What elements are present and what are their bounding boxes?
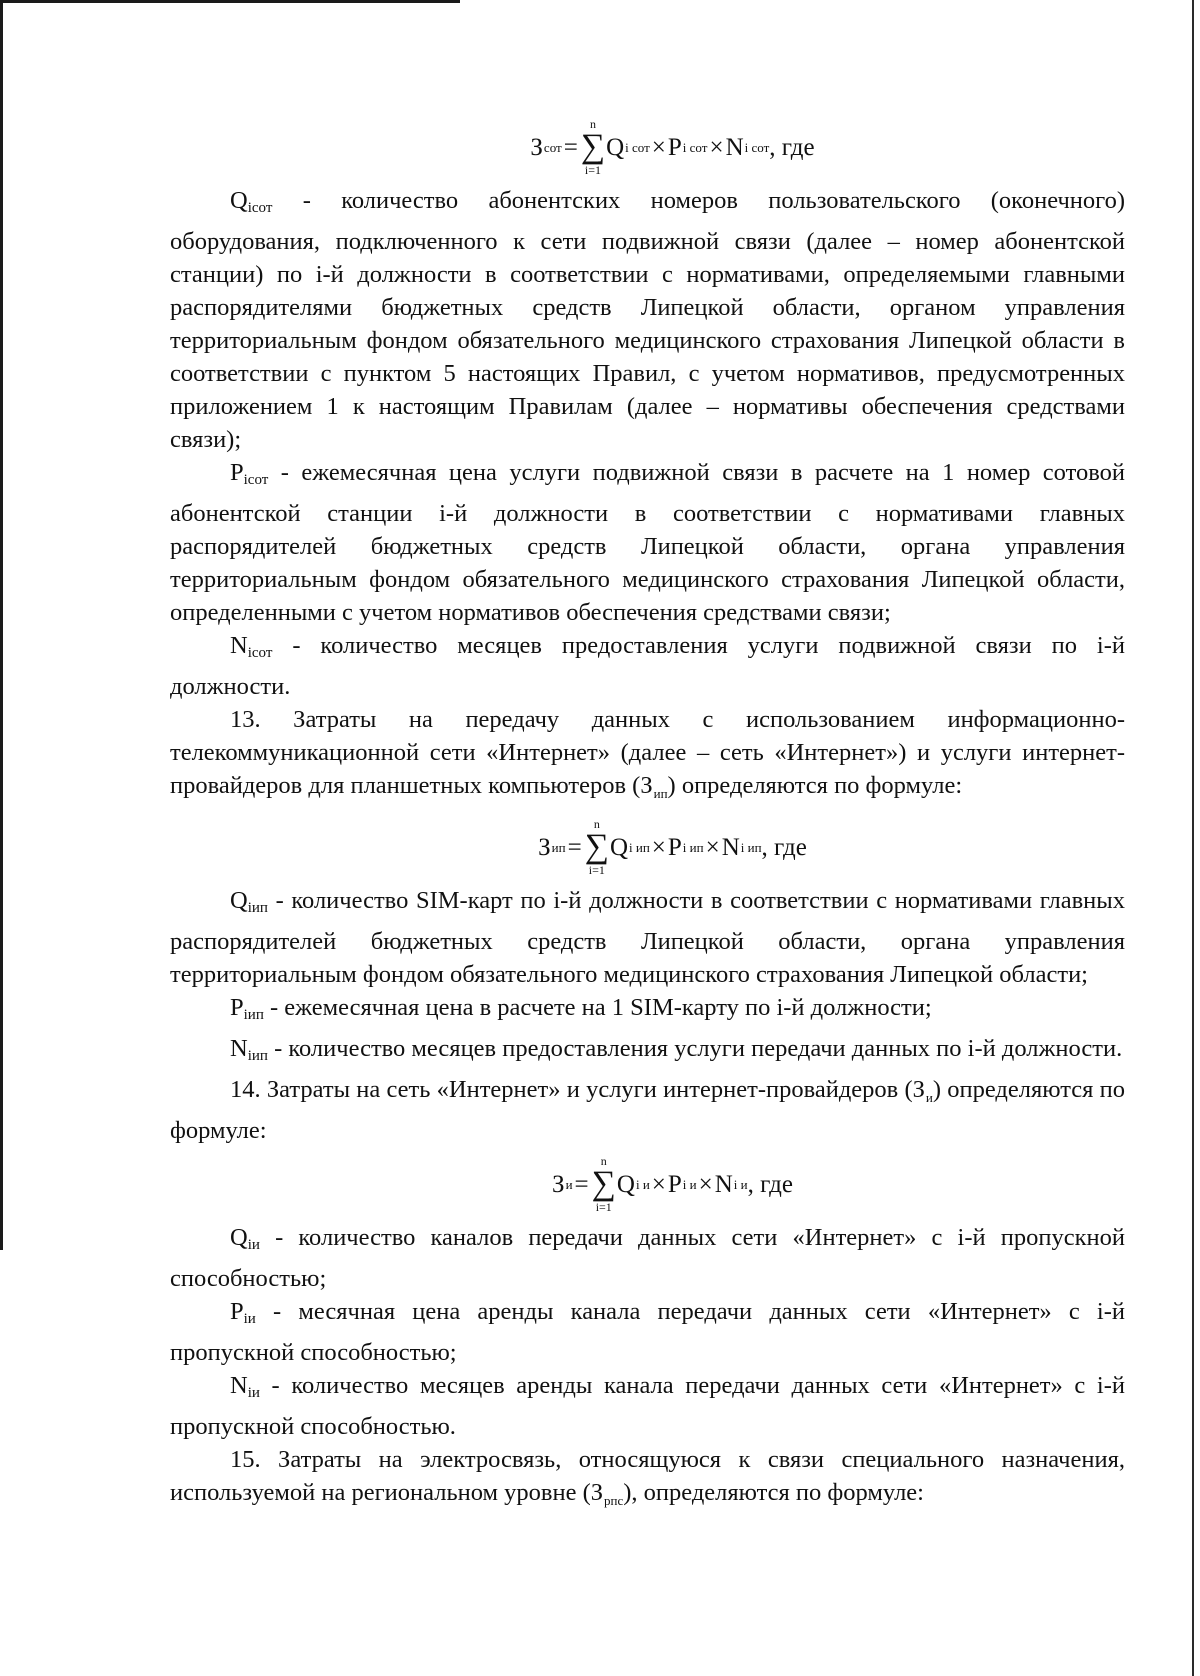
sum-lower-limit: i=1 xyxy=(588,863,605,877)
sum-upper-limit: n xyxy=(600,1154,607,1168)
formula-q-sub: i и xyxy=(635,1176,650,1192)
formula-tail: , где xyxy=(761,833,807,861)
paragraph-text: - количество месяцев предоставления услуги передачи данных по i-й должности. xyxy=(267,1035,1123,1062)
paragraph-section-13: 13. Затраты на передачу данных с использованием информационно-телекоммуникационной сети «Интернет» (далее – сеть «Интернет») и услуги интернет-провайдеров для планшетных компьютеров $(З_{ип})$ определяются по формуле: xyxy=(170,706,1125,801)
paragraph-n-channels xyxy=(170,1369,1125,1443)
paragraph-symbol: Piи xyxy=(230,1298,256,1327)
sum-lower-limit: i=1 xyxy=(595,1200,612,1214)
paragraph-symbol: Qiи xyxy=(230,1224,260,1253)
sigma-icon: ∑ xyxy=(591,1165,616,1202)
formula-p: P xyxy=(667,833,682,861)
formula-q: Q xyxy=(616,1170,635,1198)
formula-n-sub: i и xyxy=(733,1176,748,1192)
formula-lhs-sub: ип xyxy=(551,839,566,855)
times-sign: × xyxy=(651,833,666,861)
sigma-icon: ∑ xyxy=(580,128,606,165)
paragraph-text: - количество SIM-карт по i-й должности в соответствии с нормативами главных распорядителей бюджетных средств Липецкой области, органа управления территориальным фондом обязательного медицинского страхования Липецкой области; xyxy=(170,887,1125,988)
document-body xyxy=(170,110,1125,1517)
paragraph-text: - количество месяцев предоставления услуги подвижной связи по i-й должности. xyxy=(170,632,1125,700)
paragraph-text: - количество каналов передачи данных сети «Интернет» с i-й пропускной способностью; xyxy=(170,1224,1125,1292)
formula-p: P xyxy=(667,1170,682,1198)
times-sign: × xyxy=(705,833,720,861)
paragraph-symbol: Niсот xyxy=(230,632,273,661)
formula-internet xyxy=(220,1153,1125,1215)
sum-symbol xyxy=(592,1154,616,1214)
formula-lhs: З xyxy=(538,833,551,861)
paragraph-symbol: Niип xyxy=(230,1035,268,1064)
paragraph-text: - ежемесячная цена услуги подвижной связи в расчете на 1 номер сотовой абонентской станции i-й должности в соответствии с нормативами главных распорядителей бюджетных средств Липецкой области, органа управления территориальным фондом обязательного медицинского страхования Липецкой области, определенными с учетом нормативов обеспечения средствами связи; xyxy=(170,459,1125,626)
sum-lower-limit: i=1 xyxy=(584,163,601,177)
formula-tail: , где xyxy=(769,133,815,161)
formula-lhs-sub: сот xyxy=(543,139,562,155)
paragraph-q-sim xyxy=(170,884,1125,991)
formula-tail: , где xyxy=(747,1170,793,1198)
formula-n: N xyxy=(714,1170,733,1198)
scan-edge-right xyxy=(1192,0,1194,1676)
paragraph-n-cellular xyxy=(170,629,1125,703)
paragraph-symbol: Niи xyxy=(230,1372,260,1401)
paragraph-symbol: Qiип xyxy=(230,887,268,916)
paragraph-text: - количество абонентских номеров пользовательского (оконечного) оборудования, подключенного к сети подвижной связи (далее – номер абонентской станции) по i-й должности в соответствии с нормативами, определяемыми главными распорядителями бюджетных средств Липецкой области, органом управления территориальным фондом обязательного медицинского страхования Липецкой области в соответствии с пунктом 5 настоящих Правил, с учетом нормативов, предусмотренных приложением 1 к настоящим Правилам (далее – нормативы обеспечения средствами связи); xyxy=(170,187,1125,453)
formula-q-sub: i ип xyxy=(629,839,650,855)
paragraph-section-15: 15. Затраты на электросвязь, относящуюся к связи специального назначения, используемой на региональном уровне $(З_{рпс})$, определяются по формуле: xyxy=(170,1446,1125,1508)
formula-q-sub: i сот xyxy=(625,139,650,155)
times-sign: × xyxy=(709,133,724,161)
paragraph-symbol: Qiсот xyxy=(230,187,273,216)
paragraph-p-sim xyxy=(170,991,1125,1032)
formula-n-sub: i сот xyxy=(744,139,770,155)
equals-sign: = xyxy=(567,833,582,861)
paragraph-p-cellular xyxy=(170,456,1125,629)
sigma-icon: ∑ xyxy=(584,828,609,865)
paragraph-text: - количество месяцев аренды канала передачи данных сети «Интернет» с i-й пропускной способностью. xyxy=(170,1372,1125,1440)
paragraph-q-cellular xyxy=(170,184,1125,456)
paragraph-symbol: Piсот xyxy=(230,459,269,488)
formula-q: Q xyxy=(609,833,628,861)
scan-edge-top xyxy=(0,0,460,3)
formula-p-sub: i ип xyxy=(682,839,704,855)
formula-cellular xyxy=(220,116,1125,178)
formula-q: Q xyxy=(606,133,625,161)
sum-symbol xyxy=(581,117,605,177)
sum-symbol xyxy=(585,817,609,877)
formula-tablet-internet xyxy=(220,816,1125,878)
formula-p-sub: i и xyxy=(682,1176,697,1192)
sum-upper-limit: n xyxy=(589,117,596,131)
formula-n: N xyxy=(721,833,740,861)
equals-sign: = xyxy=(574,1170,589,1198)
formula-lhs: З xyxy=(530,133,543,161)
times-sign: × xyxy=(698,1170,713,1198)
paragraph-section-14: 14. Затраты на сеть «Интернет» и услуги интернет-провайдеров $(З_и)$ определяются по формуле: xyxy=(170,1076,1125,1144)
formula-n-sub: i ип xyxy=(740,839,762,855)
formula-lhs: З xyxy=(552,1170,565,1198)
paragraph-text: - месячная цена аренды канала передачи данных сети «Интернет» с i-й пропускной способностью; xyxy=(170,1298,1125,1366)
times-sign: × xyxy=(651,1170,666,1198)
formula-p: P xyxy=(667,133,682,161)
formula-p-sub: i сот xyxy=(682,139,708,155)
formula-lhs-sub: и xyxy=(565,1176,573,1192)
equals-sign: = xyxy=(563,133,578,161)
sum-upper-limit: n xyxy=(593,817,600,831)
paragraph-n-sim xyxy=(170,1032,1125,1073)
paragraph-text: - ежемесячная цена в расчете на 1 SIM-карту по i-й должности; xyxy=(263,994,932,1021)
paragraph-q-channels xyxy=(170,1221,1125,1295)
times-sign: × xyxy=(651,133,666,161)
paragraph-symbol: Piип xyxy=(230,994,264,1023)
scan-edge-left xyxy=(0,0,3,1250)
formula-n: N xyxy=(725,133,744,161)
paragraph-p-channels xyxy=(170,1295,1125,1369)
